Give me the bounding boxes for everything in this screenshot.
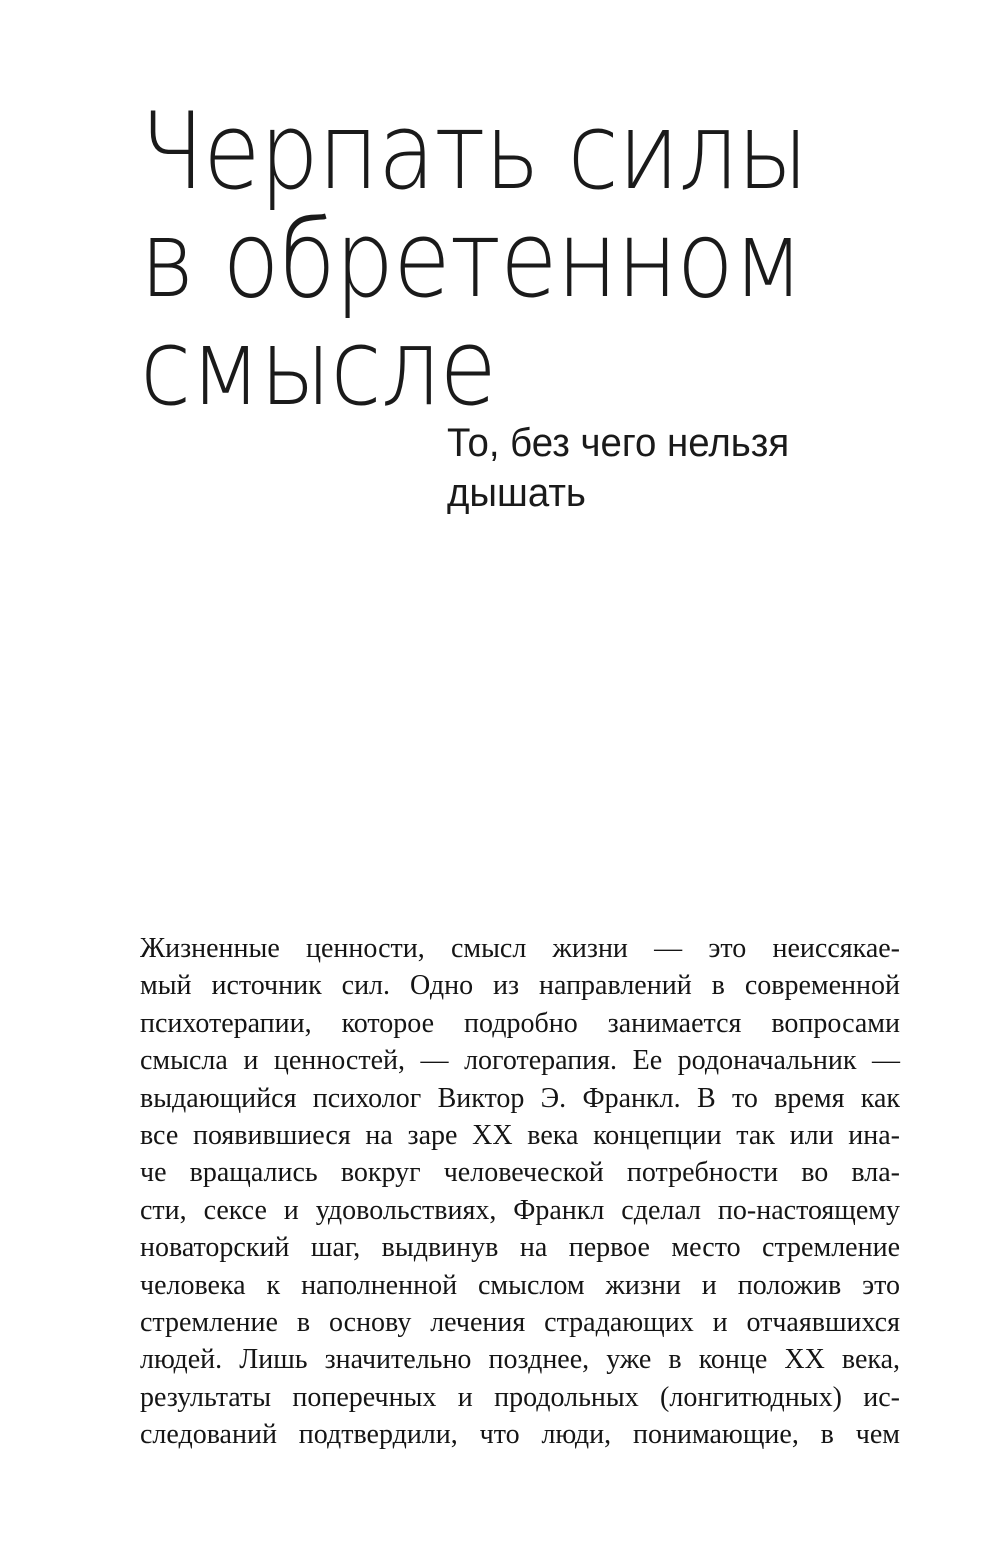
body-line: сти, сексе и удовольствиях, Франкл сделал по-настоящему xyxy=(140,1194,900,1226)
body-line: людей. Лишь значительно позднее, уже в конце XX века, xyxy=(140,1344,900,1376)
body-line: результаты поперечных и продольных (лонгитюдных) ис- xyxy=(140,1381,900,1413)
chapter-title-line: Черпать силы xyxy=(140,90,808,213)
body-line: стремление в основу лечения страдающих и отчаявшихся xyxy=(140,1307,900,1339)
chapter-title-line: в обретенном xyxy=(140,198,803,321)
body-line: следований подтвердили, что люди, понимающие, в чем xyxy=(140,1419,900,1451)
body-line: мый источник сил. Одно из направлений в современной xyxy=(140,970,900,1002)
chapter-subtitle xyxy=(447,418,898,518)
chapter-subtitle-line: дышать xyxy=(447,471,586,515)
chapter-title-line: смысле xyxy=(140,306,497,429)
body-line: новаторский шаг, выдвинув на первое место стремление xyxy=(140,1232,900,1264)
chapter-subtitle-line: То, без чего нельзя xyxy=(447,421,790,465)
body-line: Жизненные ценности, смысл жизни — это неиссякае- xyxy=(140,933,900,964)
body-paragraph xyxy=(140,930,900,1454)
body-line: человека к наполненной смыслом жизни и положив это xyxy=(140,1269,900,1301)
body-line: выдающийся психолог Виктор Э. Франкл. В то время как xyxy=(140,1082,900,1114)
body-line: все появившиеся на заре XX века концепции так или ина- xyxy=(140,1120,900,1152)
body-line: психотерапии, которое подробно занимается вопросами xyxy=(140,1007,900,1039)
body-line: че вращались вокруг человеческой потребности во вла- xyxy=(140,1157,900,1189)
body-line: смысла и ценностей, — логотерапия. Ее родоначальник — xyxy=(140,1045,900,1077)
chapter-title xyxy=(140,90,809,429)
